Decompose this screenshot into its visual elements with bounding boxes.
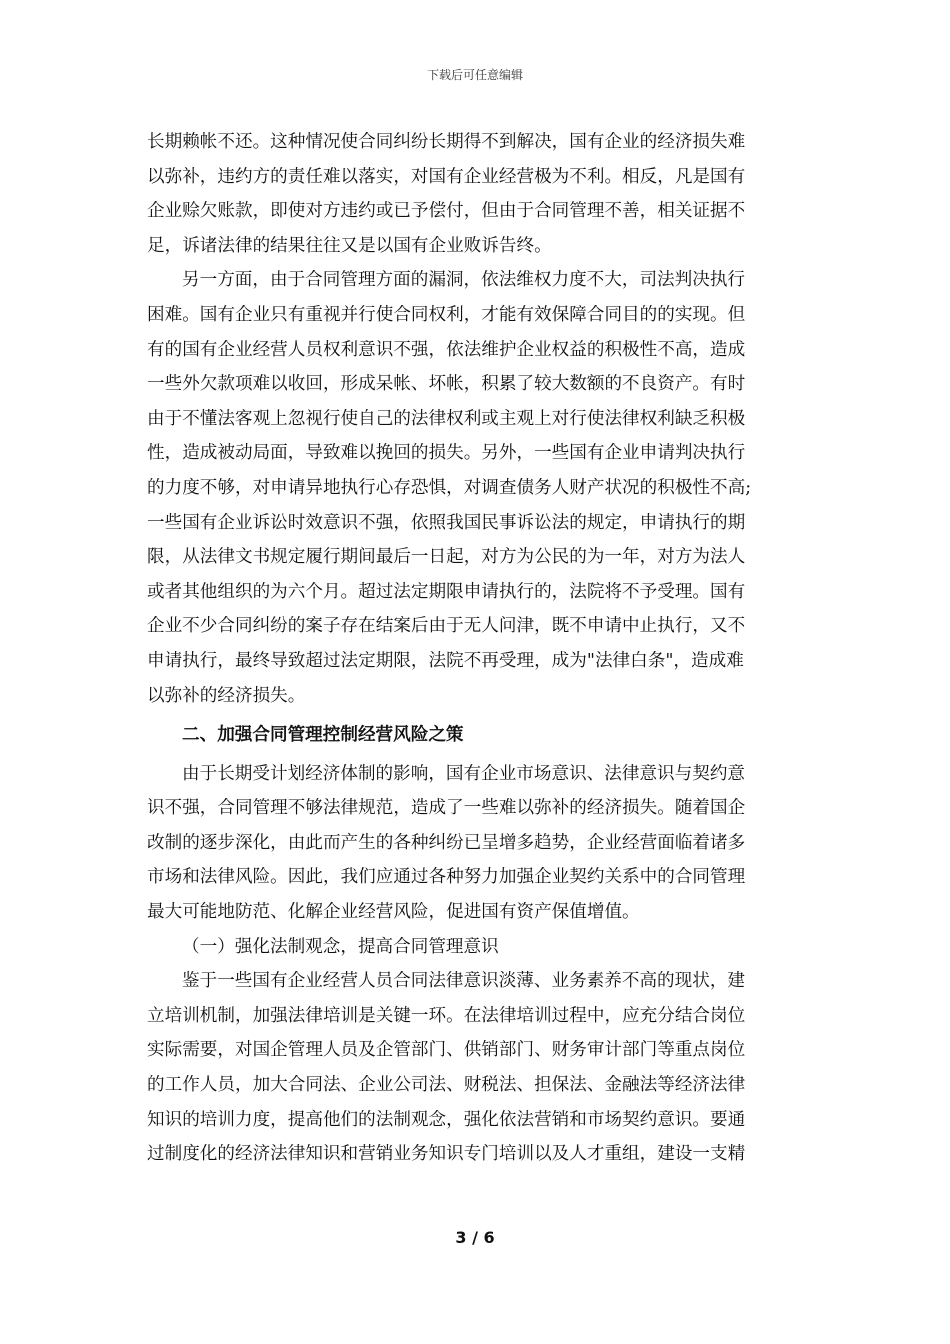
text-line: 鉴于一些国有企业经营人员合同法律意识淡薄、业务素养不高的现状，建 (182, 971, 746, 992)
subheading: （一）强化法制观念，提高合同管理意识 (182, 936, 499, 957)
document-body (147, 125, 807, 1172)
text-line: 或者其他组织的为六个月。超过法定期限申请执行的，法院将不予受理。国有 (147, 581, 746, 602)
text-line: 市场和法律风险。因此，我们应通过各种努力加强企业契约关系中的合同管理 (147, 867, 746, 888)
text-line: 性，造成被动局面，导致难以挽回的损失。另外，一些国有企业申请判决执行 (147, 443, 746, 464)
text-line: 最大可能地防范、化解企业经营风险，促进国有资产保值增值。 (147, 902, 640, 923)
text-line: 实际需要，对国企管理人员及企管部门、供销部门、财务审计部门等重点岗位 (147, 1040, 746, 1061)
text-line: 以弥补的经济损失。 (147, 685, 306, 706)
text-line: 限，从法律文书规定履行期间最后一日起，对方为公民的为一年，对方为法人 (147, 547, 746, 568)
text-line: 申请执行，最终导致超过法定期限，法院不再受理，成为"法律白条"，造成难 (147, 650, 744, 671)
page-number: 3 / 6 (455, 1228, 495, 1247)
section-heading: 二、加强合同管理控制经营风险之策 (182, 725, 464, 746)
text-line: 有的国有企业经营人员权利意识不强，依法维护企业权益的积极性不高，造成 (147, 339, 746, 360)
text-line: 一些外欠款项难以收回，形成呆帐、坏帐，积累了较大数额的不良资产。有时 (147, 374, 746, 395)
paragraph-2 (147, 263, 807, 713)
page-header-note: 下载后可任意编辑 (426, 68, 523, 82)
text-line: 一些国有企业诉讼时效意识不强，依照我国民事诉讼法的规定，申请执行的期 (147, 512, 746, 533)
subheading-line (147, 930, 807, 965)
text-line: 困难。国有企业只有重视并行使合同权利，才能有效保障合同目的的实现。但 (147, 304, 746, 325)
text-line: 知识的培训力度，提高他们的法制观念，强化依法营销和市场契约意识。要通 (147, 1109, 746, 1130)
text-line: 以弥补，违约方的责任难以落实，对国有企业经营极为不利。相反，凡是国有 (147, 166, 746, 187)
text-line: 由于长期受计划经济体制的影响，国有企业市场意识、法律意识与契约意 (182, 763, 746, 784)
text-line: 的力度不够，对申请异地执行心存恐惧，对调查债务人财产状况的积极性不高; (147, 477, 752, 498)
paragraph-3 (147, 757, 807, 930)
text-line: 另一方面，由于合同管理方面的漏洞，依法维权力度不大，司法判决执行 (182, 270, 746, 291)
paragraph-4 (147, 964, 807, 1172)
text-line: 过制度化的经济法律知识和营销业务知识专门培训以及人才重组，建设一支精 (147, 1144, 746, 1165)
text-line: 企业赊欠账款，即使对方违约或已予偿付，但由于合同管理不善，相关证据不 (147, 201, 746, 222)
text-line: 改制的逐步深化，由此而产生的各种纠纷已呈增多趋势，企业经营面临着诸多 (147, 832, 746, 853)
paragraph-1 (147, 125, 807, 263)
text-line: 的工作人员，加大合同法、企业公司法、财税法、担保法、金融法等经济法律 (147, 1075, 746, 1096)
text-line: 由于不懂法客观上忽视行使自己的法律权利或主观上对行使法律权利缺乏积极 (147, 408, 746, 429)
text-line: 长期赖帐不还。这种情况使合同纠纷长期得不到解决，国有企业的经济损失难 (147, 132, 746, 152)
text-line: 识不强，合同管理不够法律规范，造成了一些难以弥补的经济损失。随着国企 (147, 798, 746, 819)
text-line: 企业不少合同纠纷的案子存在结案后由于无人问津，既不申请中止执行，又不 (147, 616, 746, 637)
text-line: 立培训机制，加强法律培训是关键一环。在法律培训过程中，应充分结合岗位 (147, 1005, 746, 1026)
text-line: 足，诉诸法律的结果往往又是以国有企业败诉告终。 (147, 235, 552, 256)
